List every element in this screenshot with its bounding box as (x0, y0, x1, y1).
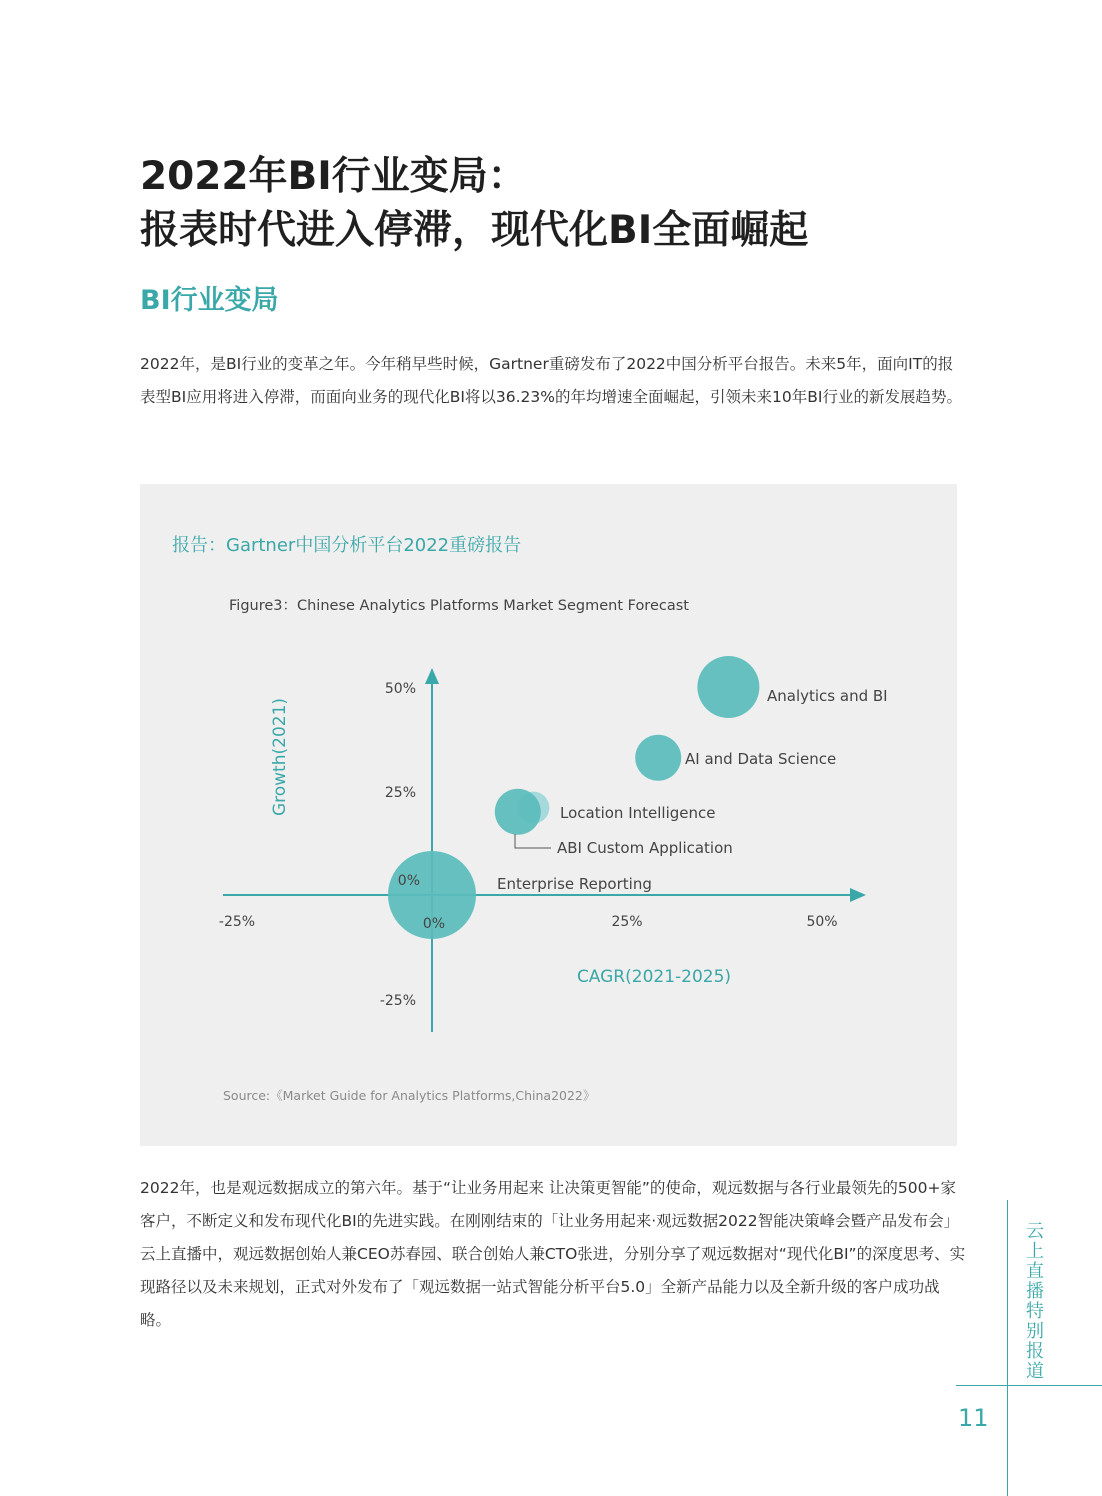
x-tick-label: 25% (611, 914, 643, 930)
sidebar-divider-horizontal (956, 1385, 1102, 1386)
sidebar-label: 云上直播特别报道 (1026, 1221, 1044, 1382)
page-title (140, 150, 808, 258)
y-tick-label: 0% (397, 873, 420, 889)
section-heading: BI行业变局 (140, 285, 279, 316)
series-label: Enterprise Reporting (497, 875, 652, 893)
x-tick-label: 0% (422, 916, 446, 932)
series-label: Location Intelligence (560, 804, 716, 822)
bubble-analytics-and-bi (697, 656, 759, 718)
title-line-2: 报表时代进入停滞，现代化BI全面崛起 (140, 208, 809, 253)
abi-leader-line (515, 834, 551, 848)
title-line-1: 2022年BI行业变局： (140, 154, 527, 199)
y-tick-label: -25% (379, 993, 416, 1009)
intro-paragraph: 2022年，是BI行业的变革之年。今年稍早些时候，Gartner重磅发布了2022中国分析平台报告。未来5年，面向IT的报表型BI应用将进入停滞，而面向业务的现代化BI将以36.23%的年均增速全面崛起，引领未来10年BI行业的新发展趋势。 (140, 355, 962, 406)
bubble-abi-custom-application (495, 789, 541, 835)
y-axis-arrow (425, 668, 439, 684)
x-axis-label: CAGR(2021-2025) (576, 967, 732, 987)
figure-panel-label: 报告：Gartner中国分析平台2022重磅报告 (172, 535, 522, 556)
series-label: Analytics and BI (767, 687, 888, 705)
y-axis-label: Growth(2021) (270, 697, 290, 817)
series-label: ABI Custom Application (557, 839, 733, 857)
bubble-chart (140, 484, 957, 1146)
sidebar-divider-vertical (1007, 1200, 1008, 1496)
bubble-ai-and-data-science (635, 735, 681, 781)
y-tick-label: 25% (384, 785, 416, 801)
y-tick-label: 50% (384, 681, 416, 697)
figure-panel (140, 484, 957, 1146)
closing-paragraph: 2022年，也是观远数据成立的第六年。基于“让业务用起来 让决策更智能”的使命，观远数据与各行业最领先的500+家客户，不断定义和发布现代化BI的先进实践。在刚刚结束的「让业务用起来·观远数据2022智能决策峰会暨产品发布会」云上直播中，观远数据创始人兼CEO苏春园、联合创始人兼CTO张进，分别分享了观远数据对“现代化BI”的深度思考、实现路径以及未来规划，正式对外发布了「观远数据一站式智能分析平台5.0」全新产品能力以及全新升级的客户成功战略。 (140, 1179, 966, 1329)
x-tick-label: -25% (218, 914, 256, 930)
series-label: AI and Data Science (685, 750, 837, 768)
figure-title: Figure3：Chinese Analytics Platforms Market Segment Forecast (229, 598, 689, 614)
x-axis-arrow (850, 888, 866, 902)
page-number: 11 (958, 1404, 989, 1432)
figure-source: Source:《Market Guide for Analytics Platforms,China2022》 (223, 1088, 596, 1103)
x-tick-label: 50% (806, 914, 838, 930)
